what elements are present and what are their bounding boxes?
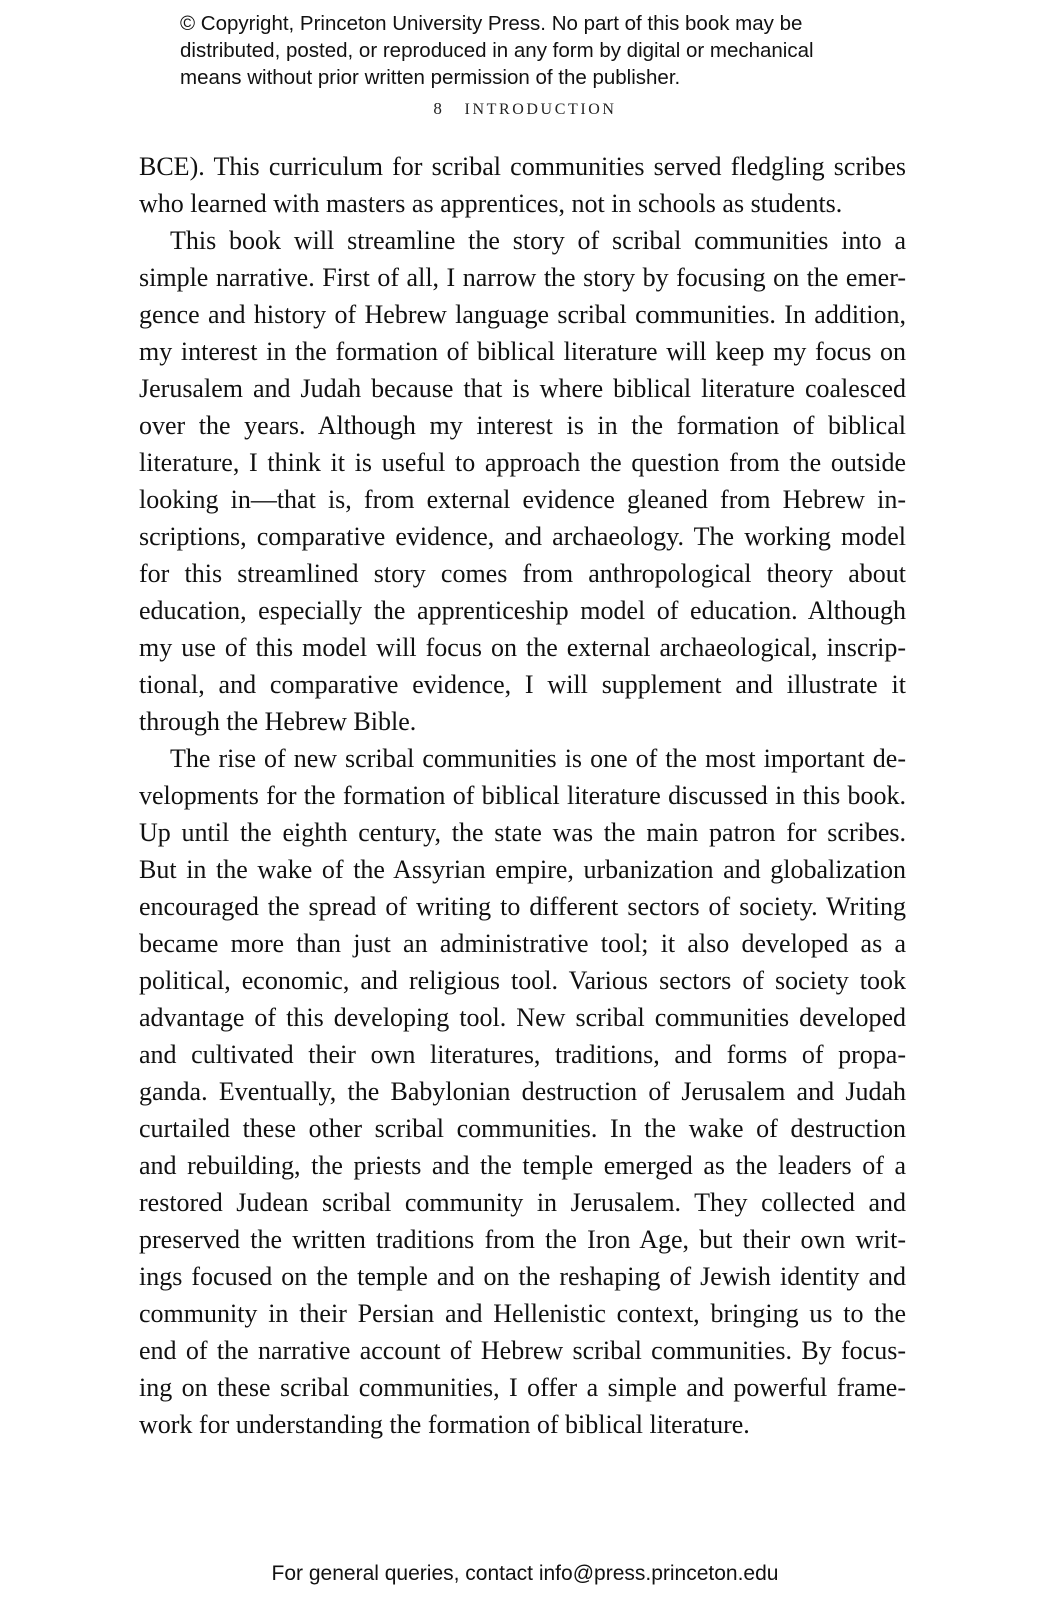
text-line: curtailed these other scribal communities. In the wake of destruction <box>139 1114 906 1143</box>
text-line: scriptions, comparative evidence, and archaeology. The working model <box>139 522 906 551</box>
text-line: The rise of new scribal communities is one of the most important de- <box>170 744 906 773</box>
text-line: work for understanding the formation of biblical literature. <box>139 1410 750 1439</box>
text-line: advantage of this developing tool. New scribal communities developed <box>139 1003 906 1032</box>
copyright-notice <box>180 10 920 91</box>
text-line: But in the wake of the Assyrian empire, urbanization and globalization <box>139 855 906 884</box>
text-line: through the Hebrew Bible. <box>139 707 417 736</box>
text-line: end of the narrative account of Hebrew scribal communities. By focus- <box>139 1336 906 1365</box>
paragraph <box>139 148 906 222</box>
text-line: political, economic, and religious tool. Various sectors of society took <box>139 966 906 995</box>
text-line: tional, and comparative evidence, I will supplement and illustrate it <box>139 670 906 699</box>
copyright-line: © Copyright, Princeton University Press. No part of this book may be <box>180 12 803 35</box>
footer-contact: For general queries, contact info@press.princeton.edu <box>271 1562 779 1585</box>
text-line: and rebuilding, the priests and the temple emerged as the leaders of a <box>139 1151 906 1180</box>
text-line: and cultivated their own literatures, traditions, and forms of propa- <box>139 1040 906 1069</box>
text-line: my use of this model will focus on the external archaeological, inscrip- <box>139 633 906 662</box>
text-line: looking in—that is, from external evidence gleaned from Hebrew in- <box>139 485 906 514</box>
copyright-line: means without prior written permission of the publisher. <box>180 66 681 89</box>
text-line: Jerusalem and Judah because that is where biblical literature coalesced <box>139 374 906 403</box>
text-line: became more than just an administrative tool; it also developed as a <box>139 929 906 958</box>
text-line: BCE). This curriculum for scribal communities served fledgling scribes <box>139 152 906 181</box>
paragraph <box>139 740 906 1443</box>
text-line: community in their Persian and Hellenistic context, bringing us to the <box>139 1299 906 1328</box>
text-line: for this streamlined story comes from anthropological theory about <box>139 559 906 588</box>
text-line: my interest in the formation of biblical literature will keep my focus on <box>139 337 906 366</box>
text-line: restored Judean scribal community in Jerusalem. They collected and <box>139 1188 906 1217</box>
text-line: ganda. Eventually, the Babylonian destruction of Jerusalem and Judah <box>139 1077 906 1106</box>
paragraph <box>139 222 906 740</box>
text-line: gence and history of Hebrew language scribal communities. In addition, <box>139 300 906 329</box>
text-line: literature, I think it is useful to approach the question from the outside <box>139 448 906 477</box>
text-line: ing on these scribal communities, I offer a simple and powerful frame- <box>139 1373 906 1402</box>
text-line: preserved the written traditions from the Iron Age, but their own writ- <box>139 1225 906 1254</box>
page-number: 8 <box>433 99 442 118</box>
body-text <box>139 148 906 1443</box>
running-head <box>0 99 1050 119</box>
chapter-title: INTRODUCTION <box>464 101 617 118</box>
text-line: velopments for the formation of biblical literature discussed in this book. <box>139 781 906 810</box>
text-line: Up until the eighth century, the state was the main patron for scribes. <box>139 818 906 847</box>
text-line: who learned with masters as apprentices, not in schools as students. <box>139 189 843 218</box>
text-line: encouraged the spread of writing to different sectors of society. Writing <box>139 892 906 921</box>
copyright-line: distributed, posted, or reproduced in any form by digital or mechanical <box>180 39 814 62</box>
text-line: education, especially the apprenticeship model of education. Although <box>139 596 906 625</box>
text-line: simple narrative. First of all, I narrow the story by focusing on the emer- <box>139 263 906 292</box>
text-line: This book will streamline the story of scribal communities into a <box>170 226 906 255</box>
text-line: over the years. Although my interest is in the formation of biblical <box>139 411 906 440</box>
text-line: ings focused on the temple and on the reshaping of Jewish identity and <box>139 1262 906 1291</box>
